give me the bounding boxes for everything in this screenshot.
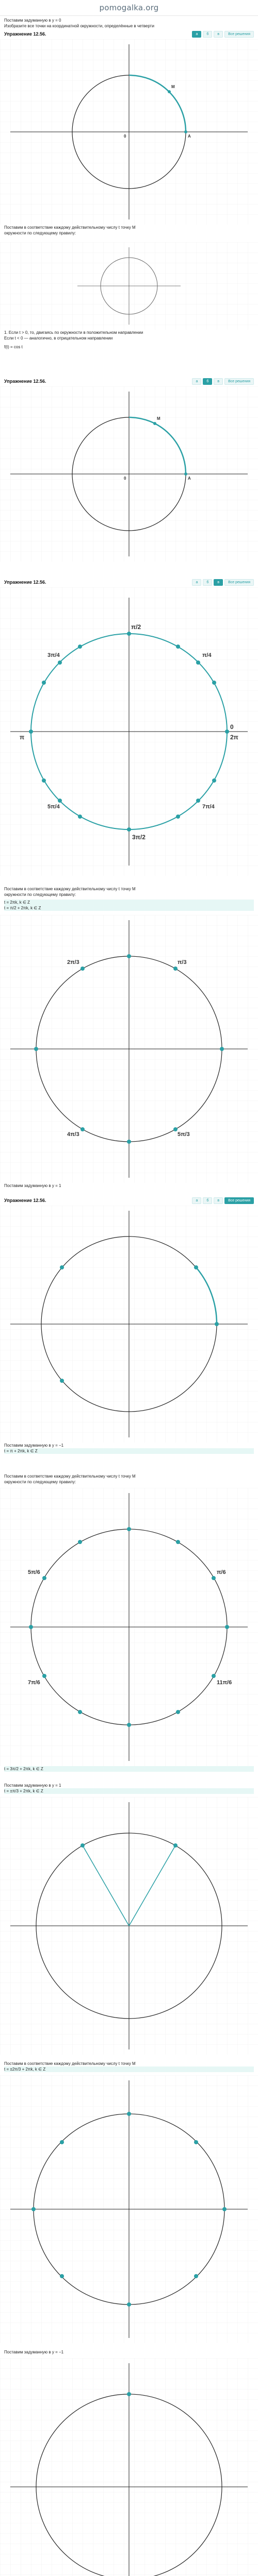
text-line: Поставим задуманную в у = −1 [4,2350,64,2354]
label-origin: 0 [124,476,126,481]
label-m: M [157,416,160,421]
label-pi-3: π/3 [178,959,187,965]
labeled-unit-circle [0,1206,258,1443]
label-5pi-6: 5π/6 [28,1569,40,1575]
text-line: Поставим в соответствие каждому действительному числу t точку M [4,887,136,891]
tab-a[interactable]: а [192,378,201,385]
site-header [0,0,258,16]
tab-all[interactable]: Все решения [224,378,254,385]
tab-a[interactable]: а [192,31,201,38]
label-origin: 0 [124,134,126,139]
exercise-title: Упражнение 12.56. [4,31,46,37]
tab-bar [192,378,254,385]
tab-all[interactable]: Все решения [224,31,254,38]
exercise-header [4,578,254,586]
label-5pi-4: 5π/4 [47,804,60,810]
text-line: Поставим задуманную в у = −1 [4,1443,64,1448]
exercise-header [4,377,254,385]
tab-all[interactable]: Все решения [224,579,254,586]
text-line: Изобразите все точки на координатной окружности, определённые в четверти [4,24,154,28]
label-m: M [171,84,175,89]
label-pi-6: π/6 [217,1569,226,1575]
exercise-title: Упражнение 12.56. [4,1198,46,1203]
answer-line: t = 2πk, k ∈ Z [4,900,254,905]
label-7pi-4: 7π/4 [202,804,215,810]
tab-bar [192,31,254,38]
answer-line: t = ±2π/3 + 2πk, k ∈ Z [4,2066,254,2072]
figure-1 [0,39,258,225]
tab-b[interactable]: б [203,579,212,586]
figure-6 [0,1206,258,1443]
tab-v[interactable]: в [214,378,223,385]
text-line: Если t < 0 — аналогично, в отрицательном направлении [4,336,113,341]
tab-b[interactable]: б [203,1197,212,1204]
tab-all[interactable]: Все решения [224,1197,254,1204]
exercise-header [4,30,254,38]
label-11pi-6: 11π/6 [217,1680,232,1686]
unit-circle-figure [0,386,258,562]
figure-10 [0,2358,258,2576]
text-line: окружности по следующему правилу: [4,231,76,235]
section-10 [0,2349,258,2576]
label-pi-2: π/2 [131,623,141,631]
label-2pi: 2π [230,734,238,741]
text-line: Поставим в соответствие каждому действительному числу t точку M [4,2061,136,2066]
text-line: Поставим задуманную в у = 1 [4,1783,61,1788]
label-zero: 0 [230,723,234,731]
label-7pi-6: 7π/6 [28,1680,40,1686]
label-3pi-2: 3π/2 [132,834,146,841]
text-line: окружности по следующему правилу: [4,1480,76,1484]
site-logo[interactable]: pomogalka.org [99,3,159,12]
figure-5 [0,915,258,1183]
exercise-title: Упражнение 12.56. [4,379,46,384]
text-line: f(t) = cos t [4,345,23,349]
section-5 [0,886,258,1189]
label-a: A [188,476,191,481]
answer-line: t = 3π/2 + 2πk, k ∈ Z [4,1766,254,1772]
tab-bar [192,1197,254,1204]
tab-v[interactable]: в [214,1197,223,1204]
unit-circle-figure [0,39,258,225]
answer-line: t = π + 2πk, k ∈ Z [4,1448,254,1454]
label-pi-4: π/4 [202,652,212,658]
text-line: Поставим в соответствие каждому действительному числу t точку M [4,1474,136,1479]
labeled-unit-circle [0,587,258,876]
text-line: Поставим задуманную в у = 1 [4,1183,61,1188]
labeled-unit-circle [0,1488,258,1766]
text-line: 1. Если t > 0, то, двигаясь по окружности в положительном направлении [4,330,143,335]
figure-3 [0,386,258,562]
tab-a[interactable]: а [192,1197,201,1204]
small-circle-figure [0,242,258,330]
section-8 [0,1783,258,2055]
label-4pi-3: 4π/3 [67,1131,79,1138]
text-line: окружности по следующему правилу: [4,892,76,897]
exercise-header [4,1196,254,1205]
section-1 [0,18,258,236]
tab-a[interactable]: а [192,579,201,586]
answer-line: t = π/2 + 2πk, k ∈ Z [4,905,254,911]
figure-7 [0,1488,258,1766]
label-pi: π [20,734,25,741]
tab-v[interactable]: в [214,579,223,586]
unit-circle-figure [0,1797,258,2055]
figure-9 [0,2075,258,2343]
section-2 [0,242,258,350]
section-3 [0,376,258,562]
section-6 [0,1195,258,1454]
label-5pi-3: 5π/3 [178,1131,190,1138]
tab-bar [192,579,254,586]
text-line: Поставим задуманную в у = 0 [4,18,61,23]
label-2pi-3: 2π/3 [67,959,79,965]
figure-8 [0,1797,258,2055]
section-7 [0,1473,258,1772]
text-line: Поставим в соответствие каждому действительному числу t точку M [4,225,136,230]
labeled-unit-circle [0,915,258,1183]
tab-v[interactable]: в [214,31,223,38]
exercise-title: Упражнение 12.56. [4,580,46,585]
tab-b[interactable]: б [203,31,212,38]
label-3pi-4: 3π/4 [47,652,60,658]
figure-4 [0,587,258,876]
section-4 [0,577,258,876]
labeled-unit-circle [0,2075,258,2343]
answer-line: t = ±π/3 + 2πk, k ∈ Z [4,1788,254,1794]
label-a: A [188,134,191,139]
section-9 [0,2061,258,2343]
unit-circle-figure [0,2358,258,2576]
tab-b[interactable]: б [203,378,212,385]
